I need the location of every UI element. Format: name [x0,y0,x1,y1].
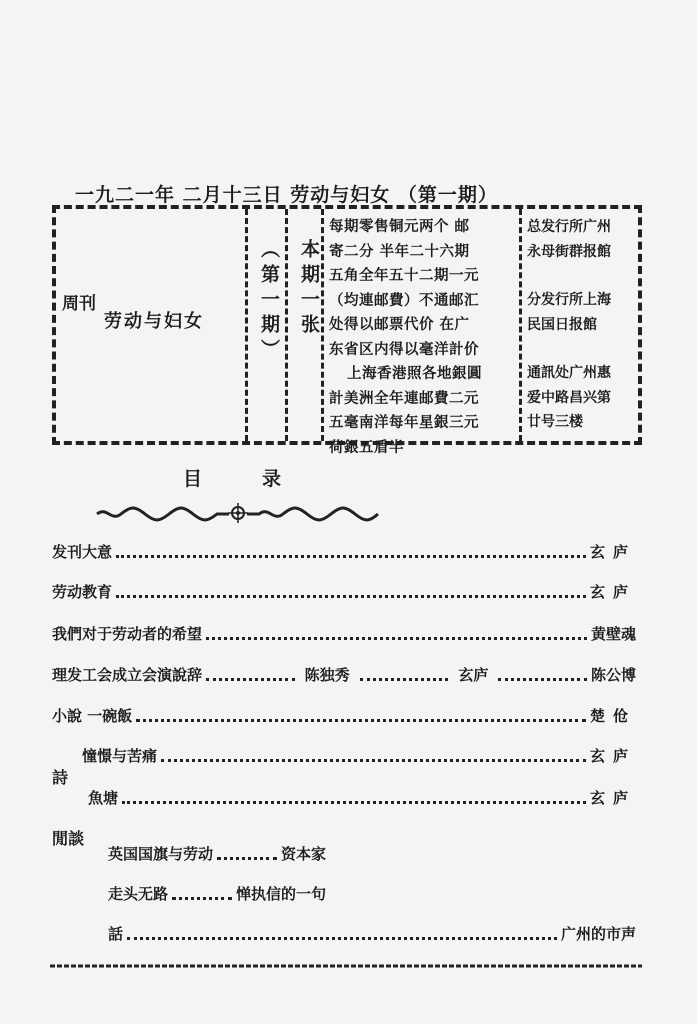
leader-dots [360,668,449,681]
distribution-line [527,337,636,361]
entry-coauthor: 陈独秀 [304,665,350,684]
leader-dots [206,627,587,640]
issue-cell [248,209,288,441]
price-line: 計美洲全年連邮費二元 [329,389,479,407]
leader-dots [136,709,586,722]
price-line: （均連邮費）不通邮汇 [329,291,479,309]
leader-dots [161,749,586,762]
distribution-line: 分发行所上海 [527,292,611,308]
leader-dots [116,545,586,558]
entry-author: 玄庐 [589,542,636,561]
entry-title: 我們对于劳动者的希望 [52,624,203,643]
masthead-box [52,205,642,456]
price-line: 五角全年五十二期一元 [329,267,479,284]
leader-dots [217,847,277,860]
entry-author: 陈公博 [590,665,636,684]
masthead-title-cell [56,209,248,441]
entry-title: 理发工会成立会演說辞 [52,665,203,684]
entry-author: 玄庐 [589,746,636,765]
distribution-line: 通訊处广州惠 [527,365,611,381]
entry-title: 广州的市声 [560,924,636,943]
toc-entry[interactable] [52,578,636,604]
periodical-label: 周刊 [62,294,96,314]
price-line: 上海香港照各地銀圓 [347,365,482,382]
sheets-note: 本期一张 [298,239,320,339]
distribution-line: 爱中路昌兴第 [527,389,611,406]
entry-author: 楚伧 [589,706,636,725]
entry-title: 发刊大意 [52,542,113,561]
bottom-rule [50,962,642,970]
distribution-line: 永母街群报館 [527,243,611,260]
leader-dots [127,927,557,940]
section-label-poetry: 詩 [52,768,69,787]
entry-title: 惮执信的一句 [236,884,327,903]
entry-title: 魚塘 [88,788,119,807]
entry-title: 劳动教育 [52,582,113,601]
distribution-line [527,264,636,288]
price-line: 荷銀五盾半 [329,438,404,456]
toc-heading: 目录 [183,468,342,490]
toc-entry[interactable] [108,840,326,866]
toc-entry[interactable] [88,784,636,810]
toc-entry[interactable] [108,920,636,946]
distribution-line: 总发行所广州 [527,219,611,235]
distribution-line: 廿号三楼 [527,414,583,430]
entry-title: 资本家 [281,844,327,863]
journal-title: 劳动与妇女 [104,311,204,332]
entry-title: 走头无路 [108,884,169,903]
price-cell [324,209,522,456]
toc-entry[interactable] [52,620,636,646]
entry-title: 憧憬与苦痛 [82,746,158,765]
leader-dots [116,585,586,598]
sheets-cell [288,209,324,441]
toc-entry[interactable] [52,661,636,687]
price-text [329,215,515,460]
entry-author: 黄壁魂 [590,624,636,643]
toc-entry[interactable] [108,880,326,906]
dateline: 一九二一年 二月十三日 劳动与妇女 （第一期） [75,184,498,206]
price-line: 寄二分 半年二十六期 [329,242,470,260]
leader-dots [172,887,232,900]
leader-dots [498,668,587,681]
distribution-cell [522,209,638,441]
distribution-line: 民国日报館 [527,316,597,333]
leader-dots [122,791,586,804]
toc-entry[interactable] [52,702,636,728]
toc-entry[interactable] [82,742,636,768]
entry-coauthor: 玄庐 [458,665,489,684]
toc-entry[interactable] [52,538,636,564]
price-line: 每期零售铜元两个 邮 [329,218,470,235]
leader-dots [206,668,295,681]
entry-author: 玄庐 [589,582,636,601]
price-line: 处得以邮票代价 在广 [329,316,470,333]
price-line: 东省区内得以毫洋計价 [329,340,479,358]
entry-author: 玄庐 [589,788,636,807]
entry-title: 話 [108,924,124,943]
entry-title: 小說 一碗飯 [52,706,133,725]
entry-title: 英国国旗与劳动 [108,844,214,863]
price-line: 五毫南洋每年星銀三元 [329,414,479,431]
issue-number: （第一期） [258,239,280,364]
distribution-text [527,215,636,435]
section-label-chat: 閒談 [52,829,85,848]
ornament-divider [95,500,380,526]
